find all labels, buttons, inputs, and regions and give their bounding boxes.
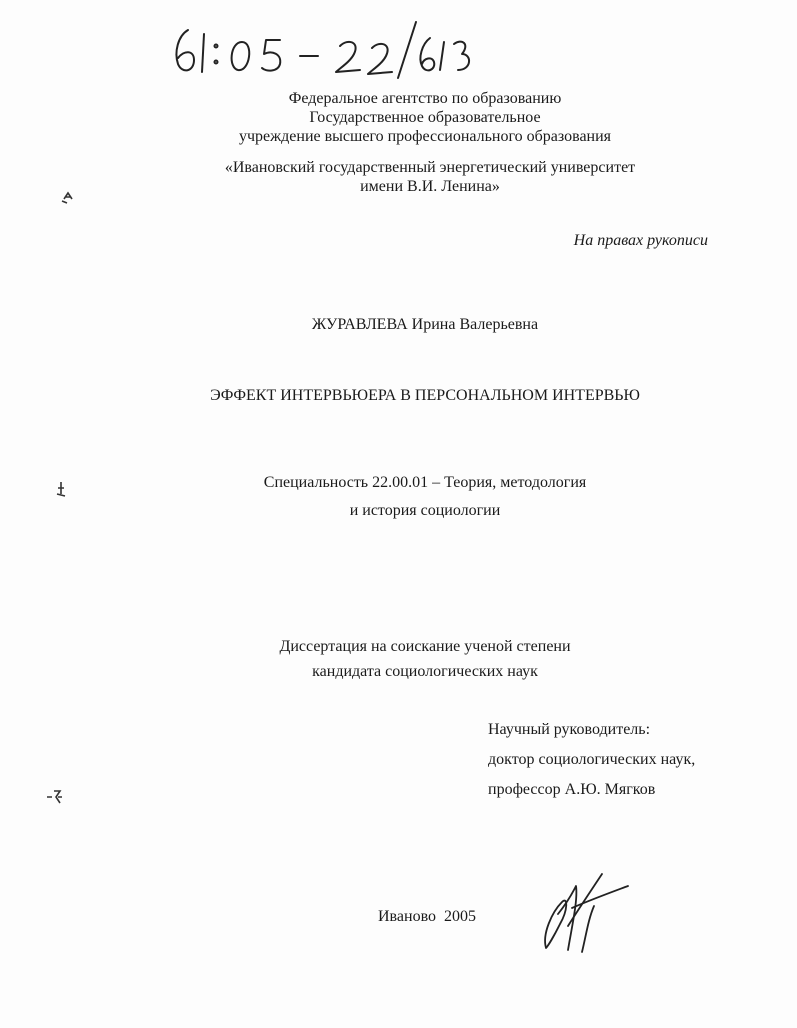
handwritten-registration-number [168, 12, 478, 82]
manuscript-rights-note: На правах рукописи [573, 232, 708, 249]
place-and-year: Иваново 2005 [378, 908, 477, 925]
dissertation-title: ЭФФЕКТ ИНТЕРВЬЮЕРА В ПЕРСОНАЛЬНОМ ИНТЕРВЬЮ [210, 387, 640, 404]
signature-icon [538, 866, 634, 956]
supervisor-line-2: доктор социологических наук, [488, 751, 696, 768]
agency-line-3: учреждение высшего профессионального образования [238, 128, 612, 145]
specialty-line-1: Специальность 22.00.01 – Теория, методология [263, 474, 587, 491]
margin-stamp-mark-icon [58, 185, 80, 207]
degree-line-1: Диссертация на соискание ученой степени [279, 638, 571, 655]
margin-stamp-mark-icon [44, 785, 66, 807]
supervisor-line-3: профессор А.Ю. Мягков [488, 781, 656, 798]
agency-block [200, 89, 650, 146]
specialty-block [180, 469, 670, 525]
margin-stamp-mark-icon [52, 478, 74, 500]
agency-line-2: Государственное образовательное [309, 109, 541, 126]
degree-block [180, 634, 670, 684]
author-name: ЖУРАВЛЕВА Ирина Валерьевна [311, 316, 539, 333]
university-line-2: имени В.И. Ленина» [360, 178, 500, 195]
supervisor-block [488, 715, 695, 805]
university-block [150, 158, 710, 196]
agency-line-1: Федеральное агентство по образованию [288, 90, 562, 107]
university-line-1: «Ивановский государственный энергетический университет [224, 159, 636, 176]
specialty-line-2: и история социологии [349, 502, 501, 519]
degree-line-2: кандидата социологических наук [312, 663, 538, 680]
supervisor-line-1: Научный руководитель: [488, 721, 651, 738]
handwritten-number-drawing [168, 12, 478, 82]
